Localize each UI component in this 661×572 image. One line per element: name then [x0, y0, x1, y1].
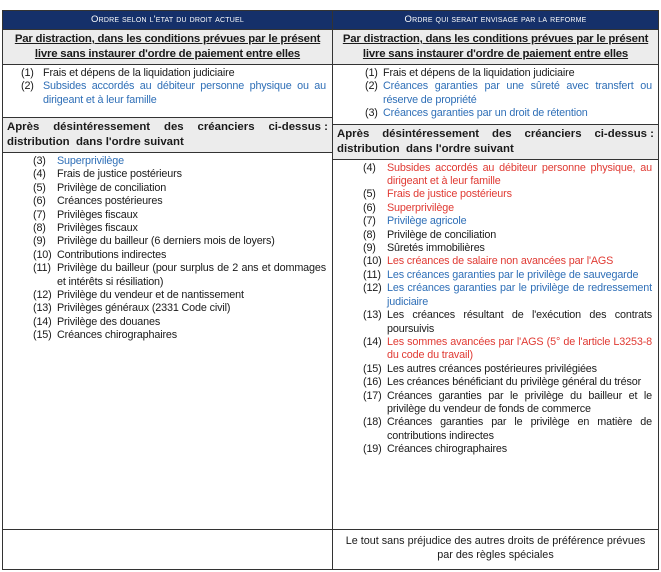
- list-item: [33, 195, 326, 208]
- list-item: [363, 255, 652, 268]
- footer-note: [3, 529, 332, 569]
- item-number: (8): [363, 228, 376, 241]
- item-number: (1): [21, 67, 34, 79]
- list-item: [363, 443, 652, 456]
- distraction-heading: [333, 30, 658, 65]
- item-number: (14): [33, 315, 52, 328]
- list-item: [365, 107, 652, 120]
- apres-word: créanciers: [524, 127, 582, 140]
- item-number: (12): [363, 282, 382, 295]
- item-text: Privilège du vendeur et de nantissement: [57, 289, 244, 302]
- apres-word: désintéressement: [382, 127, 480, 140]
- item-text: Les créances résultant de l'exécution des contrats poursuivis: [387, 309, 652, 335]
- distraction-line: livre sans instaurer d'ordre de paiement entre elles: [362, 48, 629, 60]
- list-item: [21, 80, 326, 107]
- list-item: [363, 202, 652, 215]
- list-item: [363, 336, 652, 363]
- list-item: [363, 390, 652, 417]
- list-item: [33, 249, 326, 262]
- distraction-line: Par distraction, dans les conditions prévues par le présent: [14, 33, 321, 45]
- distribution-list: [3, 153, 332, 529]
- apres-word: ci-dessus :: [268, 121, 328, 133]
- item-number: (7): [363, 215, 376, 228]
- item-text: Privilège de conciliation: [57, 181, 167, 194]
- list-item: [33, 155, 326, 168]
- item-text: Privilège du bailleur (pour surplus de 2 ans et dommages et intérêts si résiliation): [57, 262, 326, 288]
- item-number: (9): [363, 242, 376, 255]
- list-item: [363, 416, 652, 443]
- list-item: [363, 376, 652, 389]
- list-item: [33, 316, 326, 329]
- item-number: (10): [33, 248, 52, 261]
- item-text: Frais de justice postérieurs: [57, 168, 182, 181]
- item-text: Privilèges généraux (2331 Code civil): [57, 302, 231, 315]
- list-item: [33, 329, 326, 342]
- item-text: Créances garanties par le privilège du bailleur et le privilège du vendeur de fonds de commerce: [387, 389, 652, 415]
- item-text: Frais et dépens de la liquidation judiciaire: [43, 67, 235, 79]
- item-number: (3): [365, 107, 378, 120]
- item-text: Subsides accordés au débiteur personne physique, au dirigeant et à leur famille: [387, 161, 652, 188]
- apres-line-1: [7, 120, 328, 135]
- item-text: Les créances garanties par le privilège de sauvegarde: [387, 268, 639, 281]
- item-text: Superprivilège: [57, 155, 124, 167]
- list-item: [33, 302, 326, 315]
- item-number: (2): [21, 80, 34, 93]
- item-number: (15): [363, 362, 382, 375]
- item-text: Sûretés immobilières: [387, 242, 485, 255]
- list-item: [33, 262, 326, 289]
- item-text: Créances garanties par un droit de rétention: [383, 107, 588, 120]
- item-number: (1): [365, 67, 378, 79]
- list-item: [363, 188, 652, 201]
- item-text: Les créances garanties par le privilège de redressement judiciaire: [387, 282, 652, 308]
- apres-word: Après: [7, 121, 40, 133]
- apres-word: Après: [337, 127, 370, 140]
- item-text: Frais et dépens de la liquidation judiciaire: [383, 67, 575, 79]
- item-number: (4): [363, 161, 376, 174]
- item-text: Les sommes avancées par l'AGS (5° de l'article L3253-8 du code du travail): [387, 335, 652, 362]
- item-text: Subsides accordés au débiteur personne physique ou au dirigeant et à leur famille: [43, 80, 326, 106]
- list-item: [21, 67, 326, 80]
- item-text: Privilèges fiscaux: [57, 222, 138, 235]
- item-number: (15): [33, 329, 52, 342]
- item-number: (6): [363, 201, 376, 214]
- list-item: [363, 282, 652, 309]
- item-number: (10): [363, 255, 382, 268]
- list-item: [365, 80, 652, 107]
- item-text: Privilège du bailleur (6 derniers mois de loyers): [57, 235, 275, 248]
- item-text: Les créances bénéficiant du privilège général du trésor: [387, 376, 642, 389]
- item-text: Privilèges fiscaux: [57, 208, 138, 221]
- list-item: [365, 67, 652, 80]
- footer-note: Le tout sans préjudice des autres droits de préférence prévues par des règles spéciales: [333, 529, 658, 569]
- item-text: Créances garanties par une sûreté avec transfert ou réserve de propriété: [383, 80, 652, 106]
- list-item: [363, 363, 652, 376]
- list-item: [363, 242, 652, 255]
- item-text: Privilège agricole: [387, 215, 467, 228]
- apres-word: des: [491, 127, 512, 140]
- list-item: [363, 269, 652, 282]
- pre-distribution-list: [333, 65, 658, 124]
- item-text: Créances chirographaires: [387, 443, 508, 456]
- item-number: (11): [363, 268, 381, 281]
- column-header: Ordre qui serait envisage par la reforme: [333, 11, 658, 30]
- item-number: (5): [33, 181, 46, 194]
- item-number: (11): [33, 262, 51, 275]
- item-number: (18): [363, 416, 382, 429]
- apres-word: des: [163, 121, 184, 133]
- item-number: (2): [365, 80, 378, 93]
- list-item: [33, 182, 326, 195]
- item-number: (6): [33, 195, 46, 208]
- apres-heading: [3, 117, 332, 153]
- column-header: Ordre selon l'etat du droit actuel: [3, 11, 332, 30]
- item-number: (17): [363, 389, 382, 402]
- item-text: Contributions indirectes: [57, 248, 167, 261]
- item-number: (9): [33, 235, 46, 248]
- item-number: (7): [33, 208, 46, 221]
- apres-line-2: distribution dans l'ordre suivant: [337, 142, 514, 155]
- item-text: Créances chirographaires: [57, 329, 178, 342]
- apres-word: désintéressement: [53, 121, 151, 133]
- distraction-line: Par distraction, dans les conditions prévues par le présent: [342, 33, 649, 45]
- pre-distribution-list: [3, 65, 332, 117]
- item-number: (16): [363, 376, 382, 389]
- item-text: Créances garanties par le privilège en matière de contributions indirectes: [387, 416, 652, 442]
- item-text: Privilège des douanes: [57, 315, 161, 328]
- apres-word: créanciers: [197, 121, 255, 133]
- list-item: [33, 235, 326, 248]
- list-item: [363, 162, 652, 189]
- item-text: Privilège de conciliation: [387, 228, 497, 241]
- apres-line-2: distribution dans l'ordre suivant: [7, 136, 184, 148]
- item-text: Superprivilège: [387, 201, 454, 214]
- comparison-table: [2, 10, 659, 570]
- list-item: [363, 309, 652, 336]
- distribution-list: [333, 160, 658, 529]
- item-number: (13): [363, 309, 382, 322]
- item-text: Les créances de salaire non avancées par l'AGS: [387, 255, 614, 268]
- item-number: (19): [363, 443, 382, 456]
- item-number: (5): [363, 188, 376, 201]
- item-text: Les autres créances postérieures privilégiées: [387, 362, 597, 375]
- item-number: (14): [363, 335, 382, 348]
- apres-line-1: [337, 127, 654, 142]
- apres-word: ci-dessus :: [594, 127, 654, 140]
- item-text: Frais de justice postérieurs: [387, 188, 512, 201]
- list-item: [363, 215, 652, 228]
- item-number: (3): [33, 155, 46, 167]
- list-item: [33, 289, 326, 302]
- list-item: [363, 229, 652, 242]
- distraction-heading: [3, 30, 332, 65]
- item-number: (4): [33, 168, 46, 181]
- item-number: (13): [33, 302, 52, 315]
- list-item: [33, 168, 326, 181]
- apres-heading: [333, 124, 658, 160]
- item-number: (8): [33, 222, 46, 235]
- column-reform: [333, 11, 658, 569]
- column-current-law: [3, 11, 333, 569]
- list-item: [33, 209, 326, 222]
- item-text: Créances postérieures: [57, 195, 163, 208]
- distraction-line: livre sans instaurer d'ordre de paiement entre elles: [34, 48, 301, 60]
- item-number: (12): [33, 289, 52, 302]
- list-item: [33, 222, 326, 235]
